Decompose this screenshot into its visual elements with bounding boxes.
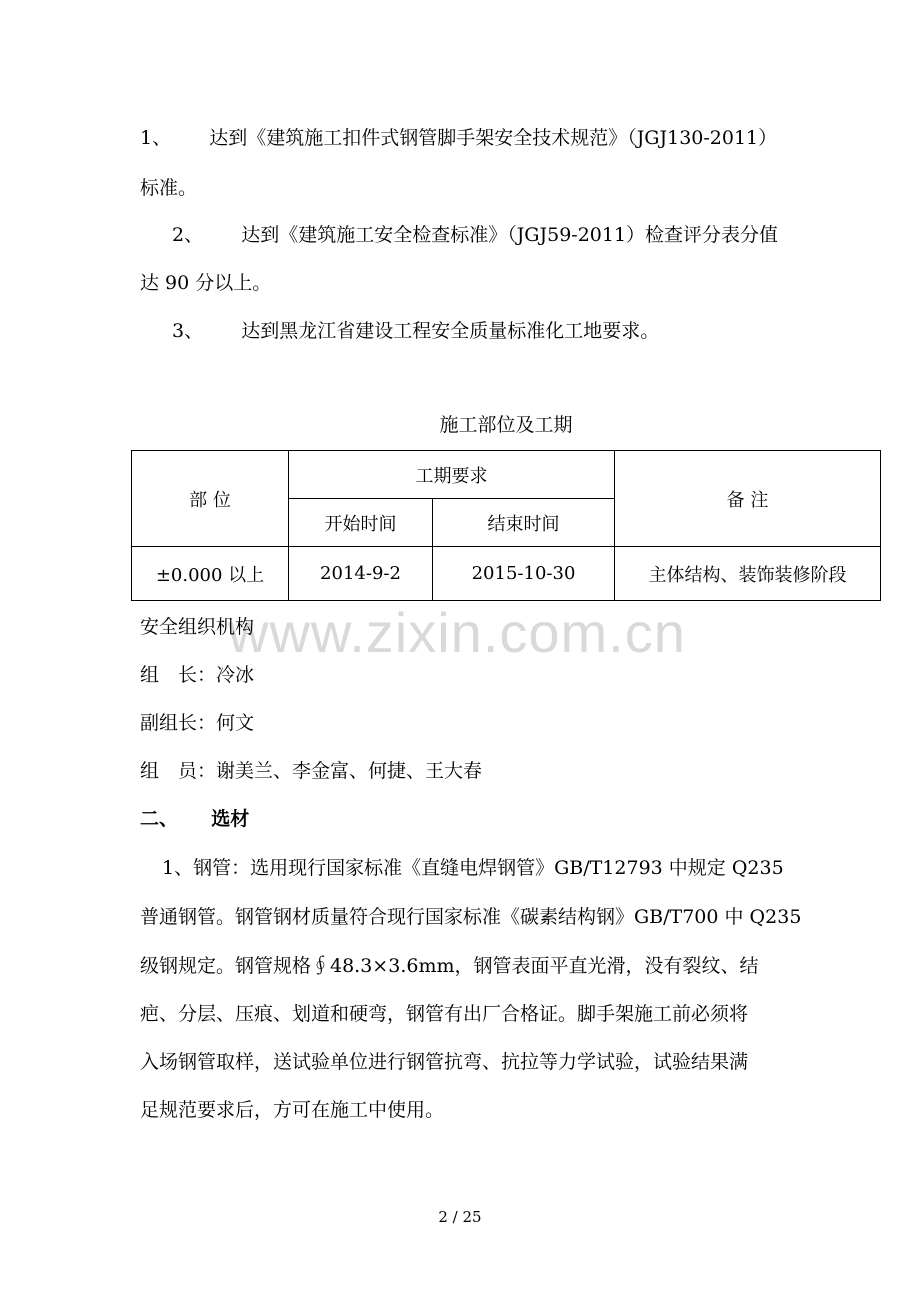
standard-item-1-text: 达到《建筑施工扣件式钢管脚手架安全技术规范》（JGJ130-2011） [209,127,778,149]
organization-members: 组 员：谢美兰、李金富、何捷、王大春 [140,760,483,782]
standard-item-2 [172,222,778,248]
header-remarks: 备 注 [615,451,881,547]
organization-title: 安全组织机构 [140,616,255,638]
header-location: 部 位 [132,451,289,547]
section-heading [140,806,249,832]
paragraph-line: 普通钢管。钢管钢材质量符合现行国家标准《碳素结构钢》GB/T700 中 Q235 [140,906,802,928]
cell-start-time: 2014-9-2 [289,547,433,601]
organization-leader: 组 长：冷冰 [140,664,255,686]
schedule-table-title: 施工部位及工期 [439,414,573,436]
cell-remarks: 主体结构、装饰装修阶段 [615,547,881,601]
standard-item-1-continuation: 标准。 [140,177,198,199]
header-start-time: 开始时间 [289,499,433,547]
paragraph-line: 足规范要求后，方可在施工中使用。 [140,1099,445,1121]
standard-item-3 [172,318,659,344]
section-title: 选材 [211,808,250,830]
table-row [132,547,881,601]
page-number: 2 / 25 [438,1208,482,1226]
paragraph-line: 入场钢管取样，送试验单位进行钢管抗弯、抗拉等力学试验，试验结果满 [140,1051,749,1073]
section-number: 二、 [140,808,179,830]
standard-item-1-number: 1、 [140,127,172,149]
standard-item-2-text: 达到《建筑施工安全检查标准》（JGJ59-2011）检查评分表分值 [241,224,779,246]
paragraph-line: 疤、分层、压痕、划道和硬弯，钢管有出厂合格证。脚手架施工前必须将 [140,1003,749,1025]
schedule-table [131,450,881,601]
standard-item-1 [140,125,777,151]
cell-location: ±0.000 以上 [132,547,289,601]
cell-end-time: 2015-10-30 [433,547,615,601]
standard-item-2-continuation: 达 90 分以上。 [140,272,272,294]
organization-deputy: 副组长：何文 [140,712,255,734]
header-period: 工期要求 [289,451,615,499]
watermark: www.zixin.com.cn [228,601,686,664]
paragraph-line: 级钢规定。钢管规格∮48.3×3.6mm，钢管表面平直光滑，没有裂纹、结 [140,955,759,977]
standard-item-3-text: 达到黑龙江省建设工程安全质量标准化工地要求。 [241,320,660,342]
header-end-time: 结束时间 [433,499,615,547]
standard-item-2-number: 2、 [172,224,204,246]
paragraph-line: 1、钢管：选用现行国家标准《直缝电焊钢管》GB/T12793 中规定 Q235 [162,857,784,879]
standard-item-3-number: 3、 [172,320,204,342]
